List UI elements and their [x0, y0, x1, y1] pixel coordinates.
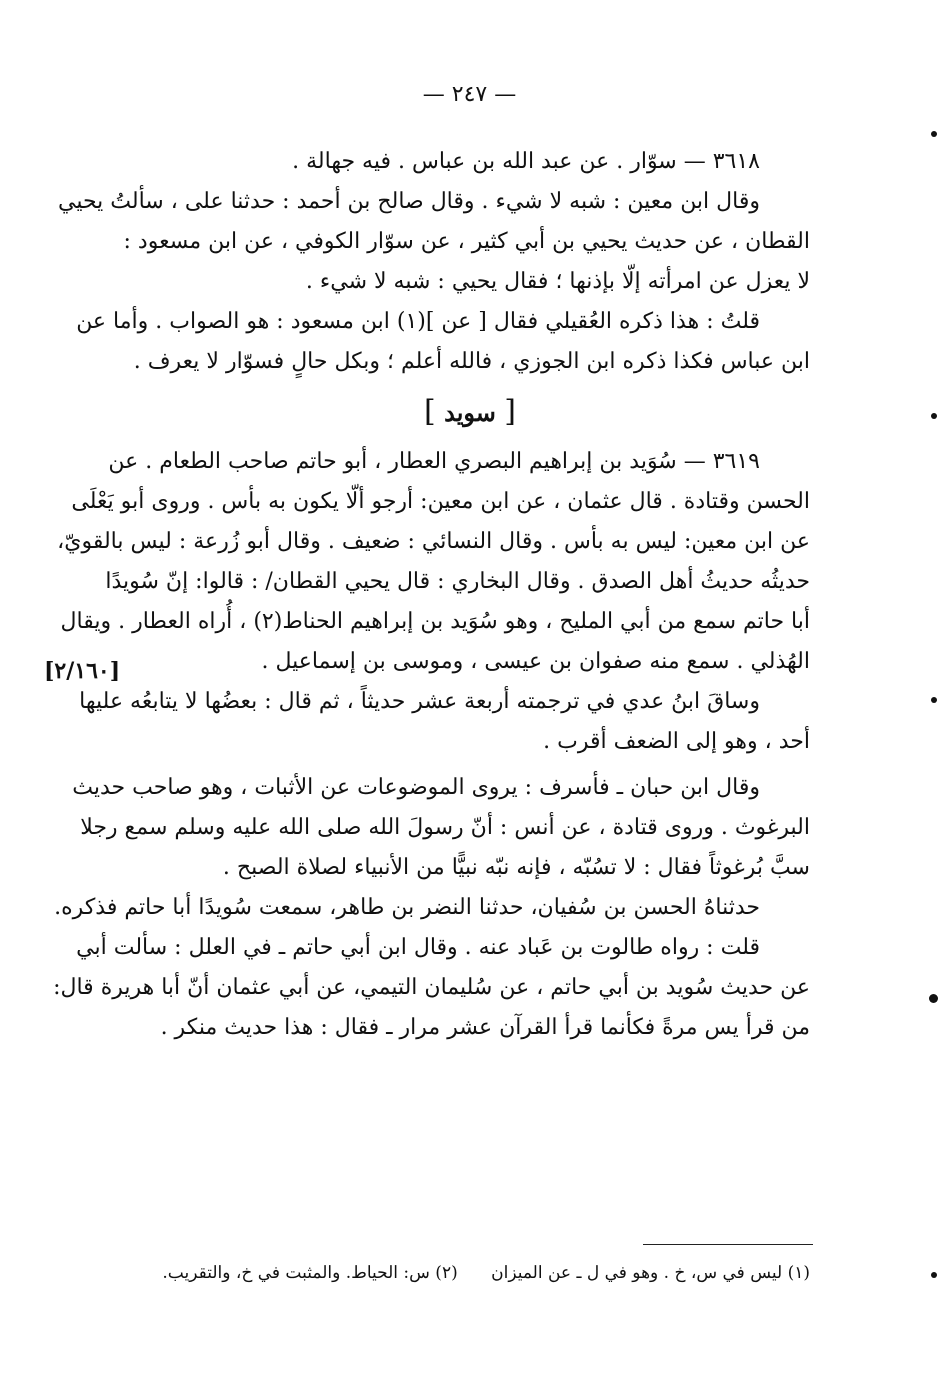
text-line: وقال ابن معين : شبه لا شيء . وقال صالح بن أحمد : حدثنا على ، سألتُ يحيي	[58, 189, 760, 214]
text-line: البرغوث . وروى قتادة ، عن أنس : أنّ رسولَ الله صلى الله عليه وسلم سمع رجلا	[80, 815, 810, 840]
text-line: وساقَ ابنُ عدي في ترجمته أربعة عشر حديثاً ، ثم قال : بعضُها لا يتابعُه عليها	[79, 689, 760, 714]
scan-edge-dot	[931, 1272, 937, 1278]
entry-3618-heading: ٣٦١٨ — سوّار . عن عبد الله بن عباس . فيه جهالة .	[292, 149, 760, 174]
text-line: قلتُ : هذا ذكره العُقيلي فقال [ عن ](١) ابن مسعود : هو الصواب . وأما عن	[76, 309, 760, 334]
scan-edge-dot	[931, 131, 937, 137]
page-number: — ٢٤٧ —	[422, 82, 517, 107]
text-line: عن حديث سُويد بن أبي حاتم ، عن سُليمان التيمي، عن أبي عثمان أنّ أبا هريرة قال:	[53, 975, 810, 1000]
text-line: عن ابن معين: ليس به بأس . وقال النسائي : ضعيف . وقال أبو زُرعة : ليس بالقويّ،	[57, 529, 810, 554]
footnote-2: (٢) س: الحياط. والمثبت في خ، والتقريب.	[162, 1263, 458, 1283]
margin-page-reference: [٢/١٦٠]	[44, 658, 121, 684]
footnote-divider	[643, 1244, 813, 1245]
text-line: أبا حاتم سمع من أبي المليح ، وهو سُوَيد بن إبراهيم الحناط(٢) ، أُراه العطار . ويقال	[60, 609, 810, 634]
text-line: وقال ابن حبان ـ فأسرف : يروى الموضوعات عن الأثبات ، وهو صاحب حديث	[72, 775, 760, 800]
scan-edge-dot	[931, 413, 937, 419]
footnote-1: (١) ليس في س، خ . وهو في ل ـ عن الميزان	[491, 1263, 810, 1283]
section-heading	[130, 382, 810, 442]
text-line: لا يعزل عن امرأته إلّا بإذنها ؛ فقال يحيي : شبه لا شيء .	[305, 269, 810, 294]
text-line: حديثُه حديثُ أهل الصدق . وقال البخاري : قال يحيي القطان/ : قالوا: إنّ سُويدًا	[105, 569, 810, 594]
scan-edge-dot	[929, 994, 938, 1003]
text-line: حدثناهُ الحسن بن سُفيان، حدثنا النضر بن طاهر، سمعت سُويدًا أبا حاتم فذكره.	[54, 895, 760, 920]
heading-bracket-open: [	[504, 394, 516, 429]
scan-edge-dot	[931, 697, 937, 703]
entry-3619-heading: ٣٦١٩ — سُوَيد بن إبراهيم البصري العطار ، أبو حاتم صاحب الطعام . عن	[108, 449, 760, 474]
text-line: سبَّ بُرغوثاً فقال : لا تسُبّه ، فإنه نبّه نبيًّا من الأنبياء لصلاة الصبح .	[222, 855, 810, 880]
section-heading-text: سويد	[444, 398, 496, 427]
text-line: القطان ، عن حديث يحيي بن أبي كثير ، عن سوّار الكوفي ، عن ابن مسعود :	[123, 229, 810, 254]
heading-bracket-close: ]	[424, 394, 436, 429]
text-line: الحسن وقتادة . قال عثمان ، عن ابن معين: أرجو ألّا يكون به بأس . وروى أبو يَعْلَى	[71, 489, 810, 514]
footnotes	[130, 1256, 810, 1290]
text-line: قلت : رواه طالوت بن عَباد عنه . وقال ابن أبي حاتم ـ في العلل : سألت أبي	[76, 935, 760, 960]
text-line: أحد ، وهو إلى الضعف أقرب .	[543, 729, 810, 754]
text-line: الهُذلي . سمع منه صفوان بن عيسى ، وموسى بن إسماعيل .	[261, 649, 810, 674]
text-line: ابن عباس فكذا ذكره ابن الجوزي ، فالله أعلم ؛ وبكل حالٍ فسوّار لا يعرف .	[133, 349, 810, 374]
text-line: من قرأ يس مرةً فكأنما قرأ القرآن عشر مرار ـ فقال : هذا حديث منكر .	[160, 1015, 810, 1040]
